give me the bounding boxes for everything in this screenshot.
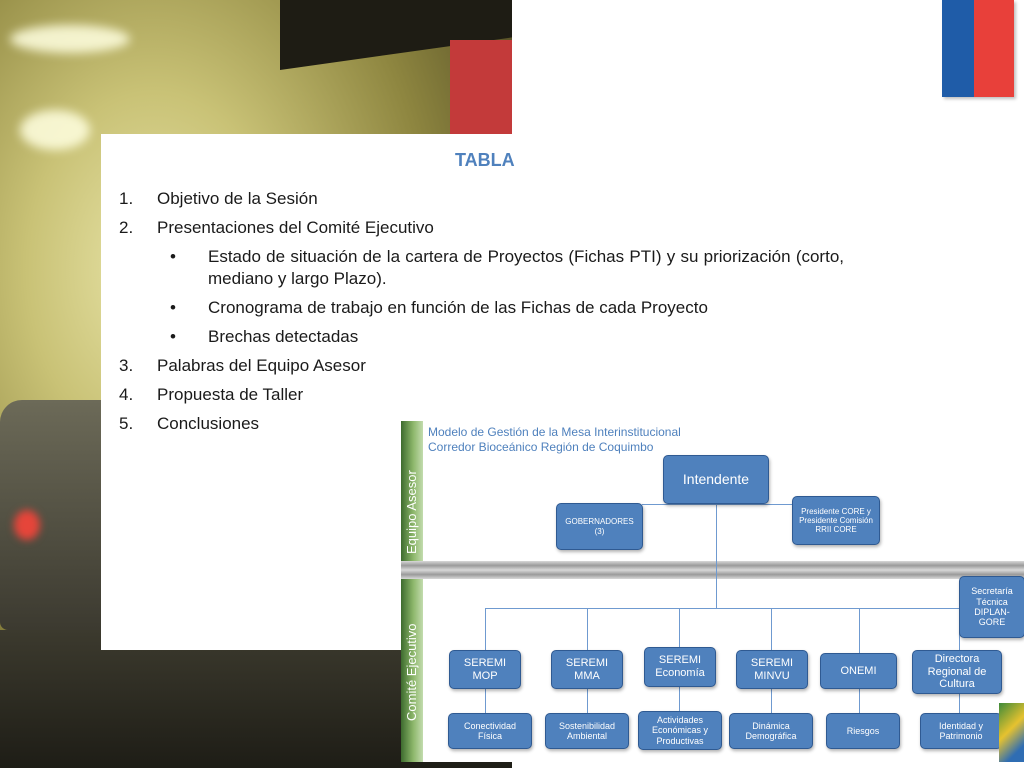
road-sign [450, 40, 512, 135]
agenda-subitem [170, 246, 844, 290]
connector-line [679, 687, 680, 713]
gobierno-regional-logo [999, 703, 1024, 762]
connector-line [587, 689, 588, 713]
agenda-number: 2. [119, 218, 134, 237]
agenda-text: Conclusiones [157, 414, 260, 433]
agenda-subitem-text: Estado de situación de la cartera de Proyectos (Fichas PTI) y su priorización (corto, mediano y largo Plazo). [208, 247, 844, 288]
node-gobernadores: GOBERNADORES (3) [556, 503, 643, 550]
side-label-equipo-asesor: Equipo Asesor [404, 470, 419, 554]
bullet-icon: • [170, 298, 176, 317]
agenda-subitem-text: Cronograma de trabajo en función de las Fichas de cada Proyecto [208, 298, 708, 317]
slide-title: TABLA [455, 150, 515, 170]
agenda-number: 4. [119, 385, 134, 404]
node-directora-cultura: Directora Regional de Cultura [912, 650, 1002, 694]
org-chart-subheading: Corredor Bioceánico Región de Coquimbo [428, 440, 654, 454]
connector-line [859, 689, 860, 713]
node-dinamica-demografica: Dinámica Demográfica [729, 713, 813, 749]
connector-line [716, 502, 717, 609]
agenda-number: 1. [119, 189, 134, 208]
agenda-list [119, 188, 844, 442]
agenda-item [119, 188, 844, 210]
side-label-comite-ejecutivo: Comité Ejecutivo [404, 623, 419, 721]
node-seremi-economia: SEREMI Economía [644, 647, 716, 687]
agenda-subitem-text: Brechas detectadas [208, 327, 359, 346]
node-conectividad-fisica: Conectividad Física [448, 713, 532, 749]
agenda-text: Propuesta de Taller [157, 385, 304, 404]
agenda-subitem [170, 297, 844, 319]
node-onemi: ONEMI [820, 653, 897, 689]
tunnel-light [20, 110, 90, 150]
section-divider [401, 561, 1024, 570]
node-riesgos: Riesgos [826, 713, 900, 749]
connector-line [642, 504, 793, 505]
node-identidad-patrimonio: Identidad y Patrimonio [920, 713, 1002, 749]
bullet-icon: • [170, 247, 176, 266]
connector-line [485, 689, 486, 713]
connector-line [679, 608, 680, 647]
org-chart-heading: Modelo de Gestión de la Mesa Interinstitucional [428, 425, 681, 439]
connector-line [485, 608, 486, 650]
node-presidente-core: Presidente CORE y Presidente Comisión RRII CORE [792, 496, 880, 545]
tunnel-light [10, 25, 130, 53]
flag-ornament [942, 0, 1014, 97]
agenda-text: Objetivo de la Sesión [157, 189, 318, 208]
car-tail-light [14, 510, 40, 540]
agenda-item [119, 384, 844, 406]
section-divider [401, 570, 1024, 579]
node-actividades-economicas: Actividades Económicas y Productivas [638, 711, 722, 750]
org-chart-image [401, 421, 1024, 762]
agenda-item [119, 355, 844, 377]
agenda-text: Presentaciones del Comité Ejecutivo [157, 218, 434, 237]
agenda-number: 5. [119, 414, 134, 433]
bullet-icon: • [170, 327, 176, 346]
connector-line [771, 608, 772, 650]
connector-line [485, 608, 959, 609]
agenda-number: 3. [119, 356, 134, 375]
org-chart-side-bar [401, 421, 423, 762]
node-sostenibilidad-ambiental: Sostenibilidad Ambiental [545, 713, 629, 749]
node-secretaria-tecnica: Secretaría Técnica DIPLAN-GORE [959, 576, 1024, 638]
agenda-subitem [170, 326, 844, 348]
node-seremi-minvu: SEREMI MINVU [736, 650, 808, 689]
agenda-text: Palabras del Equipo Asesor [157, 356, 366, 375]
agenda-item [119, 217, 844, 239]
node-intendente: Intendente [663, 455, 769, 504]
node-seremi-mma: SEREMI MMA [551, 650, 623, 689]
connector-line [771, 689, 772, 713]
node-seremi-mop: SEREMI MOP [449, 650, 521, 689]
connector-line [859, 608, 860, 653]
connector-line [587, 608, 588, 650]
